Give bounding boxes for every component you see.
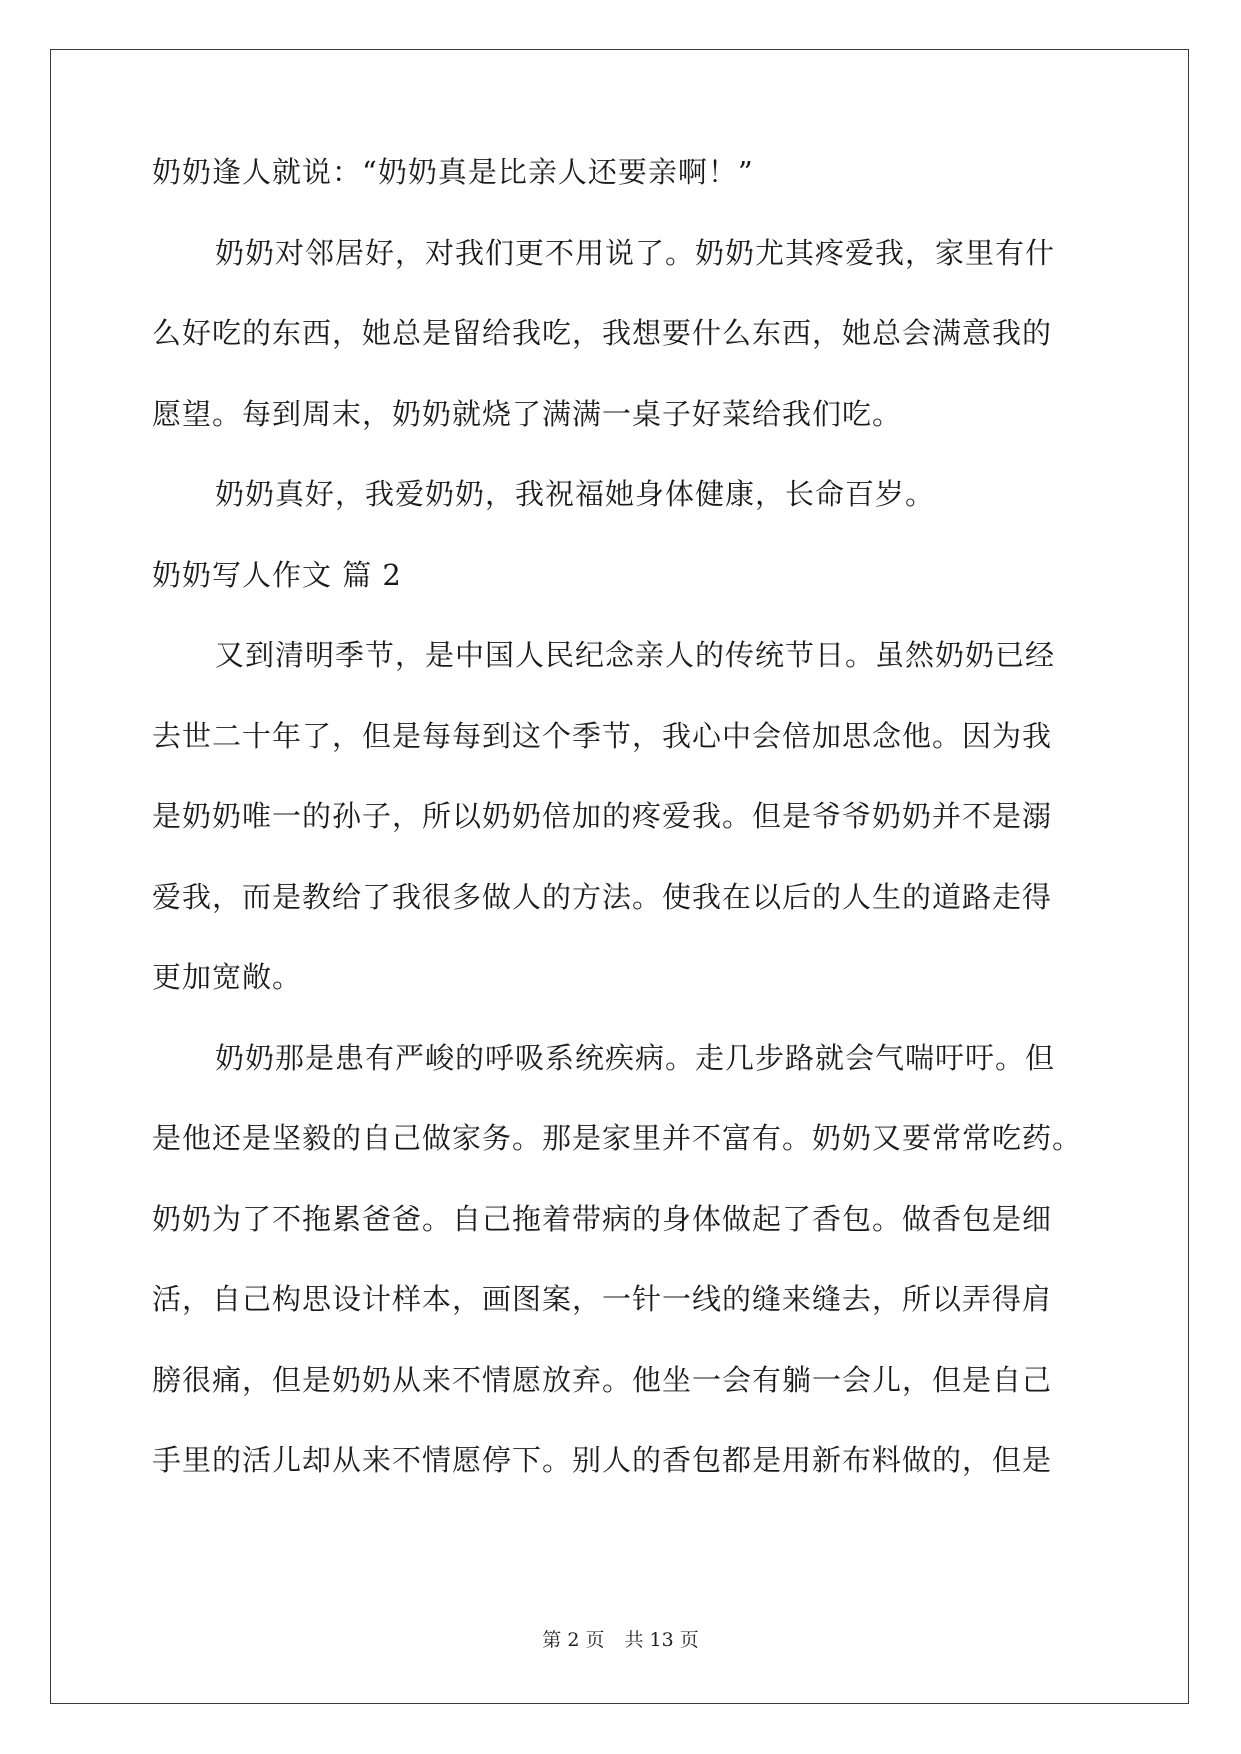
text-line-11: 更加宽敞。 bbox=[152, 960, 303, 994]
text-line-9: 是奶奶唯一的孙子，所以奶奶倍加的疼爱我。但是爷爷奶奶并不是溺 bbox=[152, 799, 1053, 833]
document-body bbox=[152, 155, 1102, 1524]
text-line-4: 愿望。每到周末，奶奶就烧了满满一桌子好菜给我们吃。 bbox=[152, 396, 903, 431]
text-line-16: 膀很痛，但是奶奶从来不情愿放弃。他坐一会有躺一会儿，但是自己 bbox=[152, 1362, 1053, 1397]
text-line-12: 奶奶那是患有严峻的呼吸系统疾病。走几步路就会气喘吁吁。但 bbox=[215, 1040, 1056, 1075]
text-line-5: 奶奶真好，我爱奶奶，我祝福她身体健康，长命百岁。 bbox=[215, 477, 936, 511]
page-number: 第 2 页 bbox=[542, 1629, 605, 1651]
text-line-7: 又到清明季节，是中国人民纪念亲人的传统节日。虽然奶奶已经 bbox=[215, 638, 1056, 672]
text-line-13: 是他还是坚毅的自己做家务。那是家里并不富有。奶奶又要常常吃药。 bbox=[152, 1121, 1083, 1155]
text-line-1: 奶奶逢人就说：“奶奶真是比亲人还要亲啊！” bbox=[152, 155, 754, 189]
text-line-15: 活，自己构思设计样本，画图案，一针一线的缝来缝去，所以弄得肩 bbox=[152, 1282, 1053, 1316]
text-line-17: 手里的活儿却从来不情愿停下。别人的香包都是用新布料做的，但是 bbox=[152, 1443, 1053, 1477]
page-footer bbox=[0, 1625, 1241, 1652]
page-total: 共 13 页 bbox=[624, 1629, 699, 1651]
text-line-2: 奶奶对邻居好，对我们更不用说了。奶奶尤其疼爱我，家里有什 bbox=[215, 235, 1056, 270]
section-heading: 奶奶写人作文 篇 2 bbox=[152, 557, 402, 592]
text-line-8: 去世二十年了，但是每每到这个季节，我心中会倍加思念他。因为我 bbox=[152, 718, 1053, 753]
text-line-14: 奶奶为了不拖累爸爸。自己拖着带病的身体做起了香包。做香包是细 bbox=[152, 1201, 1053, 1236]
text-line-3: 么好吃的东西，她总是留给我吃，我想要什么东西，她总会满意我的 bbox=[152, 316, 1053, 350]
text-line-10: 爱我，而是教给了我很多做人的方法。使我在以后的人生的道路走得 bbox=[152, 879, 1053, 914]
